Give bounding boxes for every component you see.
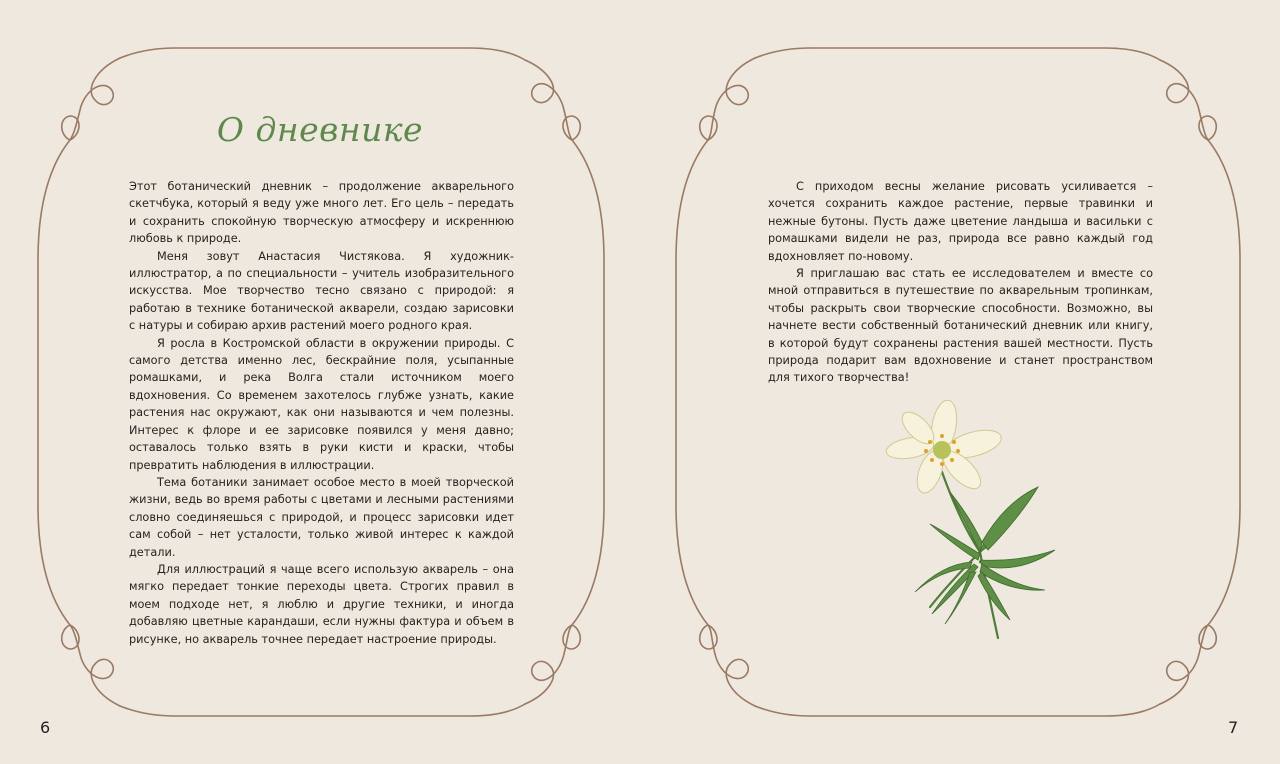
anemone-flower-icon — [870, 392, 1090, 652]
paragraph: Меня зовут Анастасия Чистякова. Я художник-иллюстратор, а по специальности – учитель изобразительного искусства. Мое творчество тесно связано с природой: я работаю в технике ботанической акварели, создаю зарисовки с натуры и собираю архив растений моего родного края. — [129, 249, 514, 333]
body-text — [129, 178, 514, 648]
paragraph: Я росла в Костромской области в окружении природы. С самого детства именно лес, бескрайние поля, усыпанные ромашками, и река Волга стали источником моего вдохновения. Со временем захотелось глубже узнать, какие растения нас окружают, как они называются и чем полезны. Интерес к флоре и ее зарисовке появился у меня давно; оставалось только взять в руки кисти и краски, чтобы превратить наблюдения в иллюстрации. — [129, 336, 514, 472]
paragraph: Для иллюстраций я чаще всего использую акварель – она мягко передает тонкие переходы цвета. Строгих правил в моем подходе нет, я люблю и другие техники, и иногда добавляю цветные карандаши, если нужны фактура и объем в рисунке, но акварель точнее передает настроение природы. — [129, 562, 514, 646]
right-page — [640, 0, 1280, 764]
page-title: О дневнике — [216, 110, 424, 149]
paragraph: Я приглашаю вас стать ее исследователем и вместе со мной отправиться в путешествие по акварельным тропинкам, чтобы раскрыть свои творческие способности. Возможно, вы начнете вести собственный ботанический дневник или книгу, в которой будут сохранены растения вашей местности. Пусть природа подарит вам вдохновение и станет пространством для тихого творчества! — [768, 267, 1153, 385]
paragraph: С приходом весны желание рисовать усиливается – хочется сохранить каждое растение, первые травинки и нежные бутоны. Пусть даже цветение ландыша и васильки с ромашками видели не раз, природа все равно каждый год вдохновляет по-новому. — [768, 180, 1153, 263]
paragraph: Этот ботанический дневник – продолжение акварельного скетчбука, который я веду уже много лет. Его цель – передать и сохранить спокойную творческую атмосферу и искреннюю любовь к природе. — [129, 180, 514, 246]
body-text — [768, 178, 1153, 387]
page-number: 7 — [1228, 718, 1239, 737]
paragraph: Тема ботаники занимает особое место в моей творческой жизни, ведь во время работы с цветами и лесными растениями словно соединяешься с природой, и процесс зарисовки идет сам собой – нет усталости, только живой интерес к каждой детали. — [129, 475, 514, 559]
page-number: 6 — [40, 718, 51, 737]
